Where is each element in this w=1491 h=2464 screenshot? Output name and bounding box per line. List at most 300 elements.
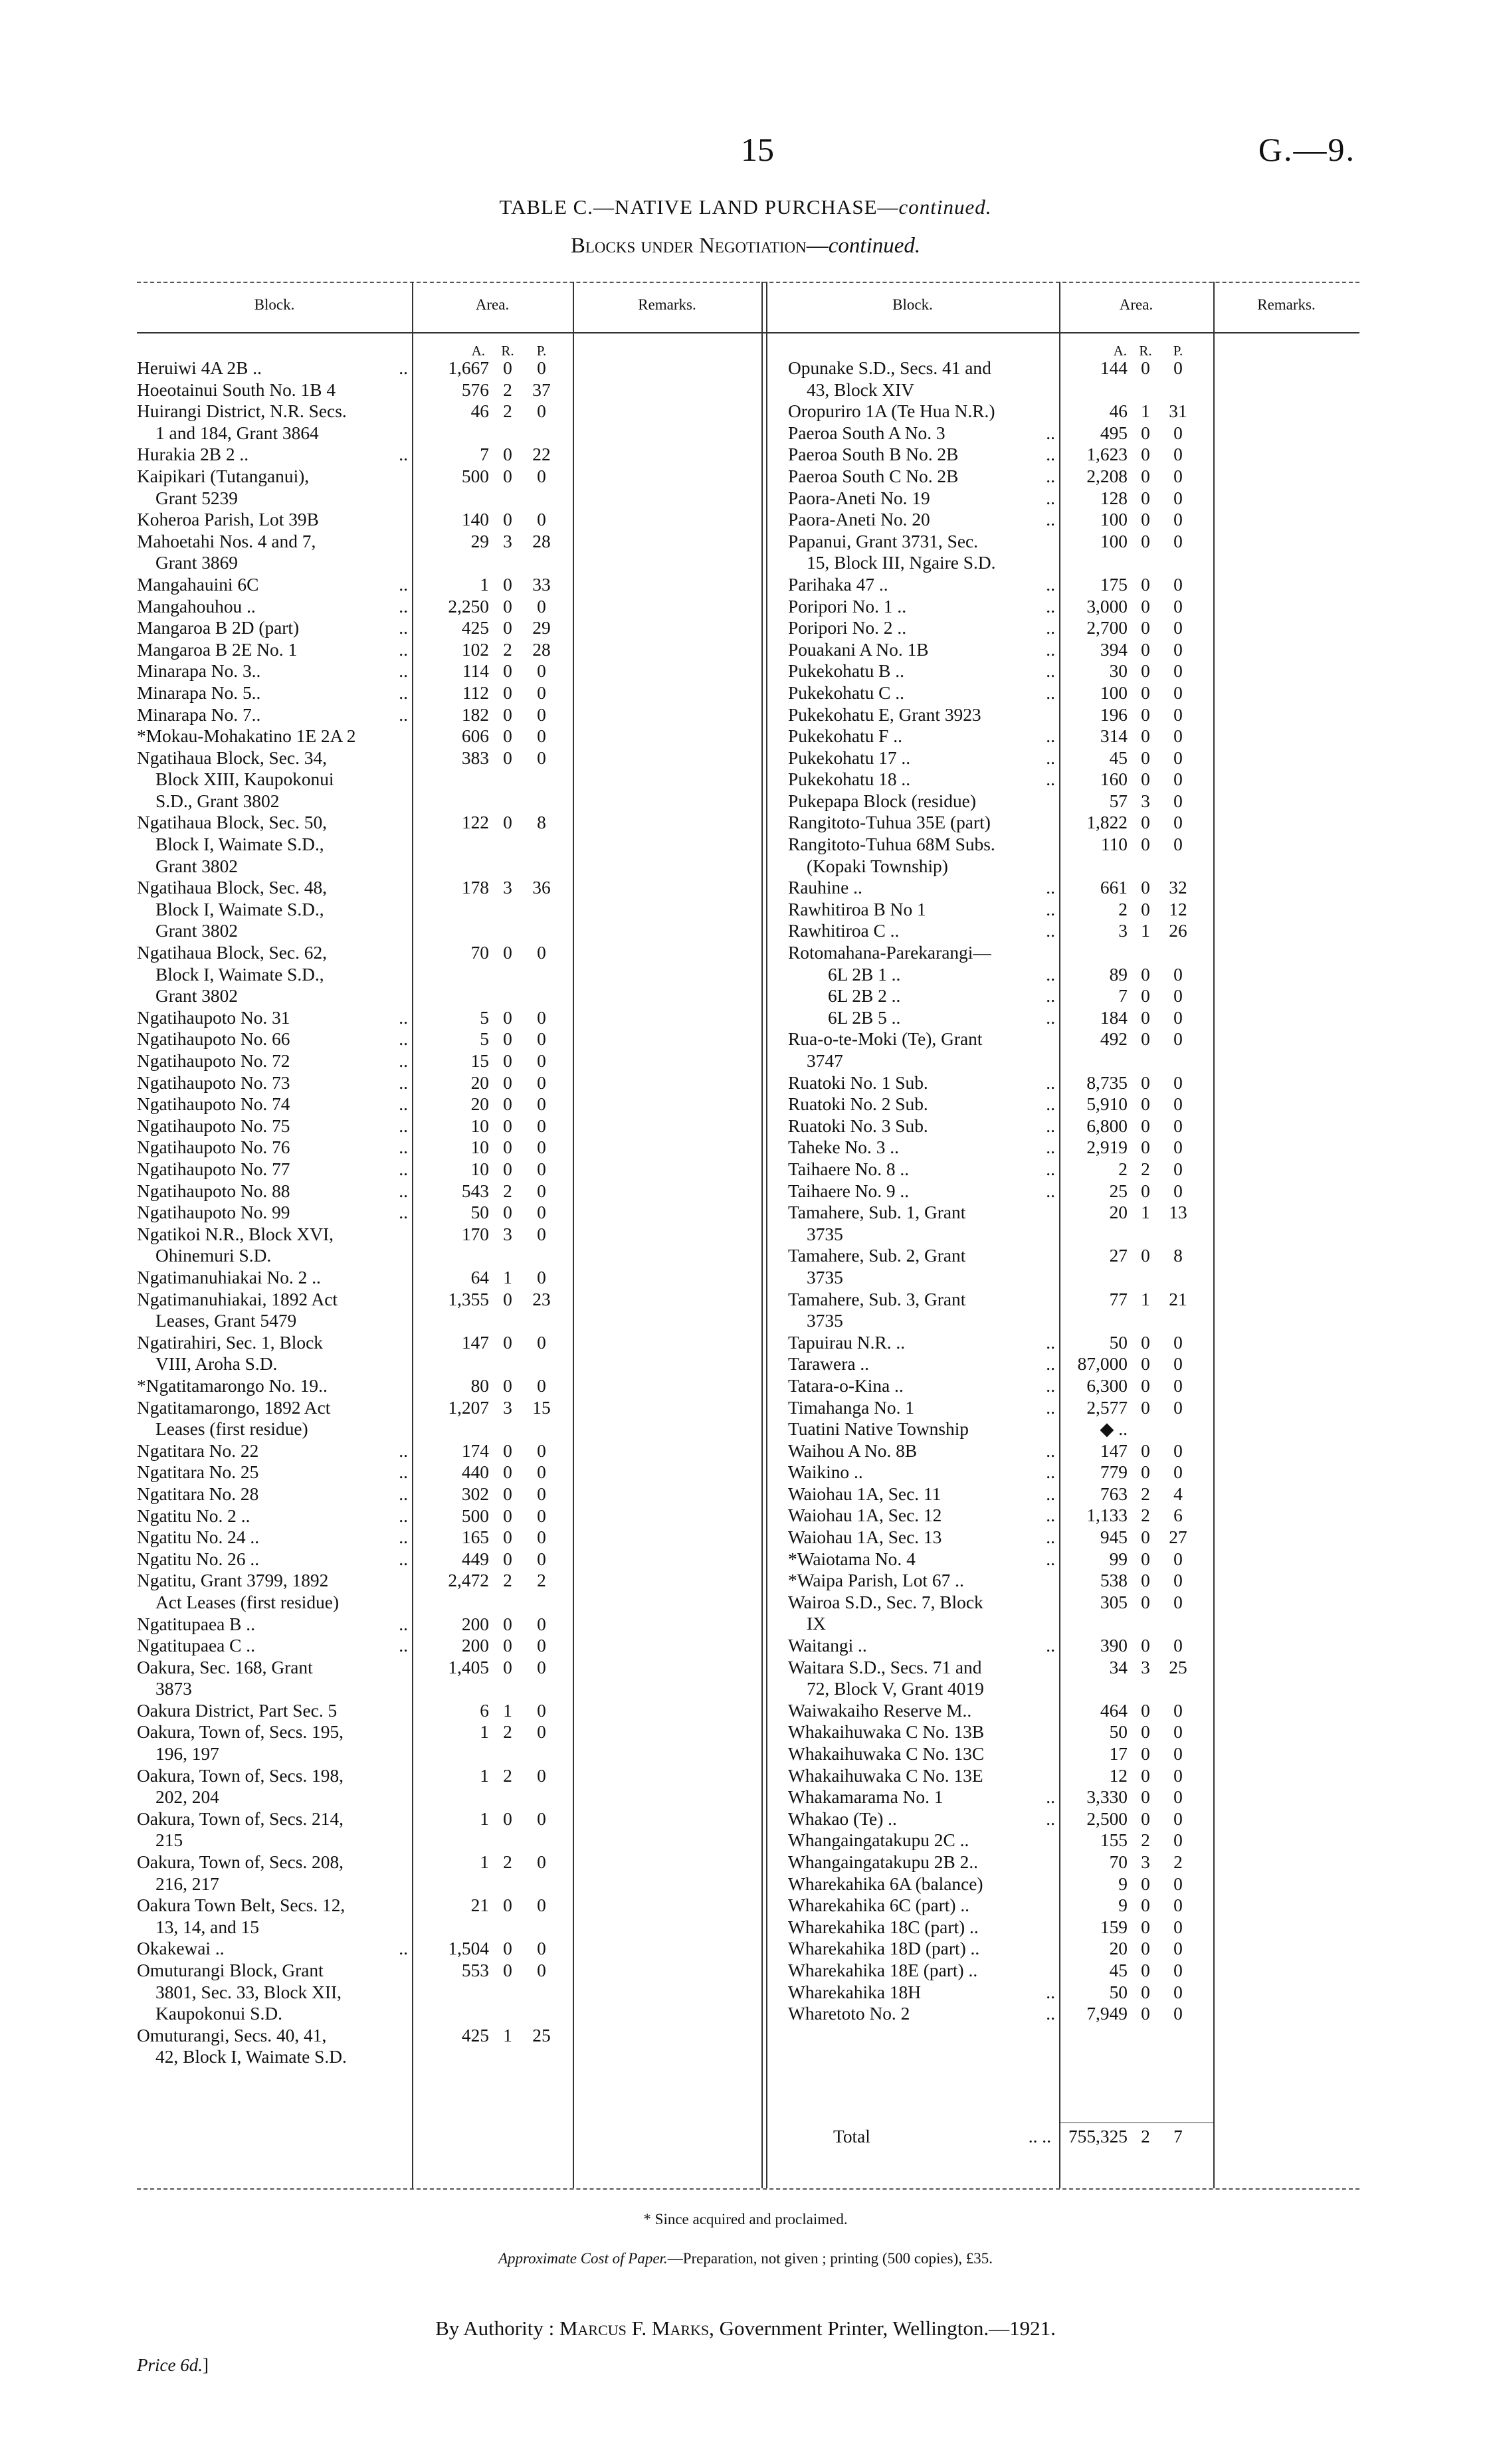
block-name [788, 1700, 971, 1722]
block-name-line: Pukekohatu F .. [788, 726, 902, 747]
table-row [137, 1028, 573, 1050]
area-perches: 0 [1173, 1549, 1183, 1569]
area-perches: 28 [532, 531, 551, 551]
area-acres: 5,910 [1086, 1094, 1128, 1115]
table-row [137, 1375, 573, 1397]
area-perches: 0 [1173, 1982, 1183, 2002]
area-acres: 147 [461, 1332, 489, 1353]
area-acres: 495 [1100, 423, 1128, 443]
table-top-rule [137, 282, 1359, 283]
block-name-line: Ngatihaua Block, Sec. 62, [137, 943, 328, 963]
area-roods: 3 [1141, 1657, 1150, 1677]
area-roods: 0 [503, 1808, 512, 1829]
table-title [0, 195, 1491, 219]
area-perches: 0 [1173, 444, 1183, 465]
block-name [788, 899, 926, 921]
footnote: * Since acquired and proclaimed. [643, 2211, 848, 2227]
table-row [137, 682, 573, 704]
subtitle-continued: continued. [828, 234, 921, 258]
block-name [137, 1895, 345, 1938]
area-acres: 1 [480, 1808, 489, 1829]
area-roods: 0 [1141, 574, 1150, 595]
leader-dots: .. [1046, 466, 1055, 486]
area-roods: 3 [1141, 1851, 1150, 1872]
block-name [137, 1159, 290, 1181]
area-perches: 0 [1173, 986, 1183, 1006]
table-row [137, 357, 573, 379]
block-name-line: 42, Block I, Waimate S.D. [155, 2047, 347, 2067]
area-perches: 0 [1173, 1181, 1183, 1201]
table-row [788, 1917, 1213, 1939]
block-name-line: 3735 [807, 1311, 843, 1331]
block-name [788, 466, 958, 488]
area-acres: 159 [1100, 1917, 1128, 1937]
table-row [788, 401, 1213, 423]
block-name [788, 747, 910, 769]
block-name-line: Ngatitu No. 26 .. [137, 1549, 260, 1569]
area-roods: 0 [503, 1527, 512, 1548]
area-roods: 0 [1141, 747, 1150, 768]
block-name-line: Paora-Aneti No. 20 [788, 510, 930, 530]
area-acres: 160 [1100, 769, 1128, 790]
block-name [788, 423, 945, 444]
block-name-line: Oakura, Town of, Secs. 214, [137, 1808, 344, 1829]
table-row [788, 574, 1213, 596]
table-row [137, 1289, 573, 1332]
block-name-line: Mangahauini 6C [137, 574, 259, 595]
area-roods: 0 [1141, 661, 1150, 682]
area-roods: 3 [503, 531, 512, 551]
area-perches: 33 [532, 574, 551, 595]
table-row [788, 1072, 1213, 1094]
area-roods: 2 [1141, 1483, 1150, 1504]
table-row [137, 1549, 573, 1570]
area-acres: 100 [1100, 531, 1128, 551]
area-roods: 0 [503, 466, 512, 486]
area-perches: 0 [537, 1505, 546, 1526]
area-acres: 122 [461, 812, 489, 833]
area-roods: 0 [503, 596, 512, 616]
block-name-line: 15, Block III, Ngaire S.D. [807, 553, 996, 573]
block-name-line: Whangaingatakupu 2B 2.. [788, 1851, 979, 1872]
area-roods: 0 [1141, 726, 1150, 747]
total-acres: 755,325 [1068, 2127, 1128, 2146]
area-roods: 2 [1141, 1159, 1150, 1179]
area-acres: 1,822 [1086, 812, 1128, 833]
block-name-line: *Waipa Parish, Lot 67 .. [788, 1570, 964, 1591]
area-roods: 0 [1141, 1808, 1150, 1829]
leader-dots: .. [1046, 964, 1055, 985]
block-name-line: Ngatihaua Block, Sec. 48, [137, 878, 328, 898]
table-row [137, 942, 573, 1007]
table-row [788, 1137, 1213, 1159]
area-perches: 0 [537, 1636, 546, 1656]
block-name [137, 1289, 338, 1332]
area-perches: 0 [537, 358, 546, 378]
area-roods: 1 [1141, 1289, 1150, 1309]
block-name-line: Huirangi District, N.R. Secs. [137, 401, 347, 422]
series-code: G.—9. [1258, 131, 1355, 168]
block-name-line: Block XIII, Kaupokonui [155, 769, 334, 790]
area-perches: 25 [1169, 1657, 1187, 1677]
leader-dots: .. [1046, 1462, 1055, 1483]
block-name [788, 1721, 984, 1743]
block-name [137, 1115, 290, 1137]
leader-dots: .. [399, 1939, 408, 1959]
leader-dots: .. [1046, 1636, 1055, 1656]
area-acres: 10 [470, 1159, 489, 1180]
area-roods: 2 [1141, 1505, 1150, 1526]
block-name-line: Rawhitiroa C .. [788, 921, 900, 941]
area-perches: 0 [1173, 682, 1183, 703]
table-row [788, 357, 1213, 401]
area-perches: 12 [1169, 899, 1187, 919]
area-acres: 29 [470, 531, 489, 551]
area-roods: 0 [1141, 466, 1150, 486]
block-name [137, 1375, 328, 1397]
area-roods: 0 [503, 747, 512, 768]
table-row [788, 639, 1213, 661]
area-roods: 0 [503, 726, 512, 747]
area-acres: 383 [461, 747, 489, 768]
leader-dots: .. [1046, 878, 1055, 898]
block-name [137, 1224, 334, 1267]
block-name-line: Omuturangi, Secs. 40, 41, [137, 2025, 327, 2045]
block-name [137, 2025, 347, 2068]
area-acres: 50 [1109, 1982, 1128, 2002]
table-row [137, 1159, 573, 1181]
table-row [137, 1332, 573, 1375]
authority-suffix: , Government Printer, Wellington.—1921. [709, 2317, 1056, 2340]
area-roods: 0 [1141, 488, 1150, 508]
area-perches: 0 [537, 661, 546, 682]
block-name [137, 1505, 250, 1527]
block-name [828, 1007, 900, 1029]
area-roods: 0 [1141, 1354, 1150, 1374]
block-name-line: Ngatitu No. 24 .. [137, 1527, 260, 1548]
price-bracket: ] [202, 2355, 209, 2375]
area-acres: 1 [480, 1852, 489, 1873]
area-acres: 6,300 [1086, 1375, 1128, 1396]
area-acres: 70 [1109, 1851, 1128, 1872]
block-name-line: Wharetoto No. 2 [788, 2004, 910, 2024]
area-perches: 6 [1173, 1505, 1183, 1526]
area-perches: 0 [1173, 1354, 1183, 1374]
leader-dots: .. [1046, 682, 1055, 703]
block-name-line: Wairoa S.D., Sec. 7, Block [788, 1592, 983, 1612]
block-name-line: Paora-Aneti No. 19 [788, 488, 930, 508]
area-acres: 3,330 [1086, 1787, 1128, 1808]
table-row [137, 444, 573, 466]
block-name-line: Wharekahika 18H [788, 1982, 922, 2002]
block-name-line: Ngatihaupoto No. 88 [137, 1181, 290, 1201]
block-name-line: Pouakani A No. 1B [788, 639, 929, 660]
area-perches: 0 [537, 1268, 546, 1287]
block-name-line: *Waiotama No. 4 [788, 1549, 916, 1569]
block-name-line: 13, 14, and 15 [155, 1917, 259, 1937]
area-perches: 0 [537, 1440, 546, 1461]
block-name-line: Taihaere No. 8 .. [788, 1159, 910, 1179]
area-roods: 1 [503, 1268, 512, 1287]
table-row [137, 596, 573, 618]
area-perches: 0 [1173, 1787, 1183, 1808]
area-acres: 2,500 [1086, 1808, 1128, 1829]
block-name [137, 466, 309, 509]
block-name [788, 1657, 984, 1700]
block-name-line: Ngatitara No. 28 [137, 1483, 259, 1504]
table-row [137, 379, 573, 401]
area-roods: 3 [503, 1397, 512, 1418]
area-perches: 2 [537, 1570, 546, 1591]
header-bottom-rule [137, 332, 1359, 333]
area-roods: 0 [1141, 769, 1150, 790]
block-name-line: 3801, Sec. 33, Block XII, [155, 1982, 342, 2002]
block-name-line: Oakura District, Part Sec. 5 [137, 1700, 338, 1721]
area-acres: 100 [1100, 510, 1128, 530]
table-row [137, 401, 573, 444]
block-name-line: Ngatihaua Block, Sec. 34, [137, 747, 328, 768]
area-roods: 0 [1141, 899, 1150, 919]
area-acres: 144 [1100, 358, 1128, 378]
block-name-line: Taihaere No. 9 .. [788, 1181, 910, 1201]
area-acres: 27 [1109, 1246, 1128, 1266]
block-name-line: Minarapa No. 7.. [137, 704, 261, 725]
table-row [788, 747, 1213, 769]
block-name-line: Ngatihaupoto No. 75 [137, 1115, 290, 1136]
area-perches: 0 [537, 466, 546, 486]
block-name [788, 704, 981, 726]
area-roods: 0 [1141, 1873, 1150, 1894]
table-row [137, 531, 573, 574]
leader-dots: .. [399, 358, 408, 378]
area-acres: 170 [461, 1224, 489, 1244]
authority-printer: Marcus F. Marks [559, 2317, 710, 2340]
area-perches: 22 [532, 444, 551, 465]
area-perches: 0 [537, 1137, 546, 1158]
area-acres: 1 [480, 1722, 489, 1743]
area-perches: 0 [1173, 1873, 1183, 1894]
area-roods: 0 [503, 1332, 512, 1353]
area-acres: 184 [1100, 1007, 1128, 1028]
block-name [137, 1137, 290, 1159]
block-name [137, 1332, 323, 1375]
block-name-line: Parihaka 47 .. [788, 574, 888, 595]
area-acres: 87,000 [1077, 1354, 1128, 1374]
area-acres: 945 [1100, 1527, 1128, 1548]
block-name-line: Tapuirau N.R. .. [788, 1332, 906, 1353]
area-perches: 0 [1173, 1115, 1183, 1136]
table-row [788, 1332, 1213, 1354]
unit-r-right: R. [1139, 343, 1152, 359]
area-acres: 175 [1100, 574, 1128, 595]
unit-p-right: P. [1173, 343, 1183, 359]
block-name-line: 3735 [807, 1224, 843, 1244]
block-name-line: Mangaroa B 2D (part) [137, 618, 300, 638]
area-perches: 0 [1173, 639, 1183, 660]
area-roods: 0 [503, 1483, 512, 1504]
leader-dots: .. [399, 1505, 408, 1526]
area-perches: 0 [1173, 1375, 1183, 1396]
area-roods: 3 [503, 878, 512, 898]
price-label: Price 6d. [137, 2355, 203, 2375]
block-name-line: 6L 2B 1 .. [828, 964, 901, 985]
block-name [137, 444, 248, 466]
block-name-line: Block I, Waimate S.D., [155, 899, 324, 919]
area-acres: 99 [1109, 1549, 1128, 1569]
block-name-line: Ngatitupaea B .. [137, 1614, 255, 1634]
area-acres: 2 [1118, 1159, 1128, 1179]
area-acres: 20 [1109, 1202, 1128, 1223]
block-name [788, 1375, 904, 1397]
block-name [137, 1462, 258, 1483]
area-roods: 0 [1141, 618, 1150, 638]
area-roods: 0 [503, 1614, 512, 1634]
area-roods: 0 [503, 510, 512, 530]
leader-dots: .. [1046, 1808, 1055, 1829]
title-continued: continued. [898, 195, 992, 219]
area-acres: 9 [1118, 1873, 1128, 1894]
area-roods: 0 [1141, 834, 1150, 855]
table-row [137, 1960, 573, 2025]
area-perches: 0 [1173, 1960, 1183, 1980]
table-row [137, 509, 573, 531]
area-acres: 576 [461, 379, 489, 400]
area-roods: 3 [503, 1224, 512, 1244]
area-roods: 2 [503, 1181, 512, 1201]
area-acres: 7 [480, 444, 489, 465]
area-roods: 0 [1141, 1115, 1150, 1136]
block-name [137, 877, 327, 942]
total-dots: .. .. [1028, 2127, 1051, 2146]
area-roods: 0 [503, 943, 512, 963]
block-name [788, 769, 910, 791]
table-row [788, 812, 1213, 834]
table-row [788, 834, 1213, 877]
leader-dots: .. [399, 1614, 408, 1634]
area-roods: 0 [503, 1159, 512, 1180]
table-row [137, 1050, 573, 1072]
block-name-line: Poripori No. 1 .. [788, 596, 907, 616]
block-name-line: Oakura, Town of, Secs. 195, [137, 1722, 344, 1743]
leader-dots: .. [1046, 1982, 1055, 2002]
block-name-line: Minarapa No. 5.. [137, 682, 261, 703]
area-acres: 1,504 [448, 1939, 489, 1959]
area-acres: 2,472 [448, 1570, 489, 1591]
area-perches: 0 [1173, 1332, 1183, 1353]
table-row [788, 1375, 1213, 1397]
block-name-line: *Mokau-Mohakatino 1E 2A 2 [137, 726, 356, 747]
area-perches: 0 [1173, 791, 1183, 811]
block-name-line: Wharekahika 6C (part) .. [788, 1895, 970, 1916]
block-name-line: Omuturangi Block, Grant [137, 1960, 324, 1980]
table-bottom-rule [137, 2188, 1359, 2190]
area-perches: 0 [1173, 618, 1183, 638]
area-roods: 0 [1141, 1917, 1150, 1937]
block-name-line: Mangaroa B 2E No. 1 [137, 639, 298, 660]
block-name [788, 488, 930, 510]
table-row [137, 1267, 573, 1289]
area-perches: 0 [537, 1007, 546, 1028]
table-row [137, 1570, 573, 1613]
leader-dots: .. [1046, 423, 1055, 443]
area-roods: 0 [1141, 1700, 1150, 1721]
leader-dots: .. [1046, 510, 1055, 530]
table-row [788, 1808, 1213, 1830]
block-name-line: Heruiwi 4A 2B .. [137, 358, 262, 378]
leader-dots: .. [1046, 2004, 1055, 2024]
area-acres: 20 [470, 1072, 489, 1093]
area-roods: 0 [503, 1440, 512, 1461]
block-name [137, 1700, 337, 1722]
table-row [788, 1462, 1213, 1483]
block-name [788, 920, 899, 942]
area-acres: 606 [461, 726, 489, 747]
area-roods: 0 [1141, 1960, 1150, 1980]
block-name [137, 942, 327, 1007]
leader-dots: .. [1046, 1159, 1055, 1179]
area-roods: 1 [1141, 1202, 1150, 1223]
table-row [788, 1440, 1213, 1462]
block-name [788, 1397, 914, 1419]
leader-dots: .. [1046, 488, 1055, 508]
area-perches: 0 [1173, 1830, 1183, 1851]
area-roods: 0 [1141, 1332, 1150, 1353]
area-perches: 0 [537, 1224, 546, 1244]
block-name [137, 1028, 290, 1050]
table-row [788, 1289, 1213, 1332]
block-name-line: Ngatihaua Block, Sec. 50, [137, 812, 328, 833]
block-name [788, 1353, 869, 1375]
block-name-line: Hurakia 2B 2 .. [137, 444, 249, 465]
leader-dots: .. [1046, 639, 1055, 660]
area-roods: 0 [503, 1029, 512, 1050]
area-roods: 2 [503, 1852, 512, 1873]
area-perches: 0 [537, 747, 546, 768]
area-acres: 390 [1100, 1636, 1128, 1656]
col-divider-4 [766, 282, 767, 2188]
table-row [788, 1115, 1213, 1137]
block-name [788, 1527, 942, 1549]
area-roods: 0 [1141, 1722, 1150, 1743]
table-row [788, 1635, 1213, 1657]
block-name-line: Koheroa Parish, Lot 39B [137, 510, 319, 530]
area-roods: 0 [1141, 878, 1150, 898]
area-roods: 0 [503, 444, 512, 465]
area-perches: 0 [1173, 726, 1183, 747]
leader-dots: .. [399, 639, 408, 660]
block-name [788, 1765, 983, 1787]
area-perches: 0 [1173, 747, 1183, 768]
table-row [788, 1397, 1213, 1419]
area-acres: 314 [1100, 726, 1128, 747]
table-row [137, 812, 573, 877]
area-roods: 0 [503, 1202, 512, 1223]
area-acres: 5 [480, 1007, 489, 1028]
area-roods: 2 [1141, 1830, 1150, 1851]
header-area-right: Area. [1119, 296, 1153, 313]
block-name-line: Pukekohatu 17 .. [788, 747, 911, 768]
block-name-line: 3747 [807, 1051, 843, 1071]
area-roods: 2 [503, 1722, 512, 1743]
area-acres: 89 [1109, 964, 1128, 985]
area-perches: 0 [1173, 1700, 1183, 1721]
block-name-line: Grant 3802 [155, 921, 238, 941]
area-acres: 1,623 [1086, 444, 1128, 465]
area-acres: 10 [470, 1115, 489, 1136]
table-row [788, 899, 1213, 921]
area-roods: 0 [1141, 2004, 1150, 2024]
area-roods: 0 [1141, 1787, 1150, 1808]
